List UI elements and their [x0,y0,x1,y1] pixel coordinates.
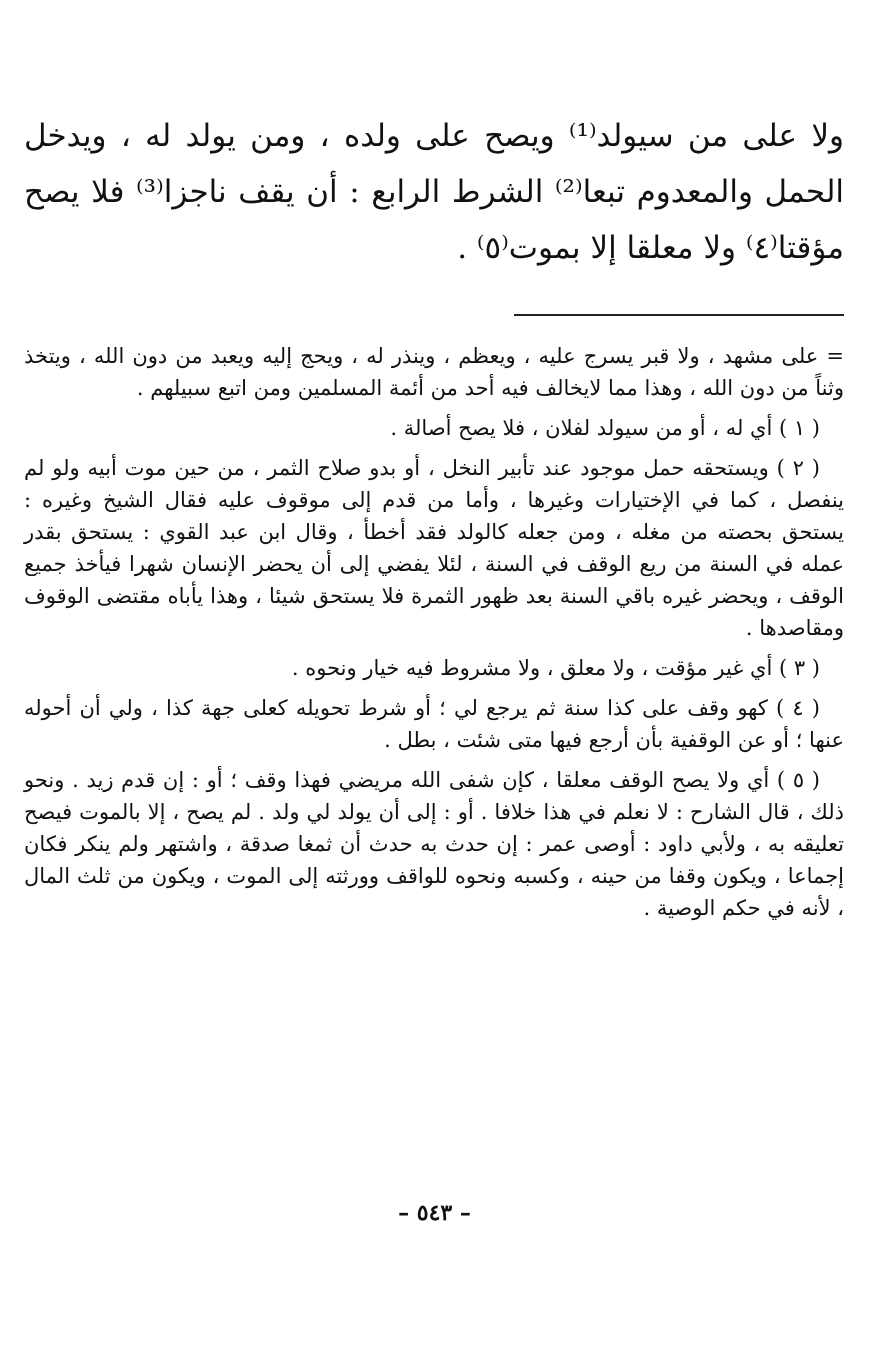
main-text-paragraph: ولا على من سيولد⁽¹⁾ ويصح على ولده ، ومن يولد له ، ويدخل الحمل والمعدوم تبعا⁽²⁾ الشرط الرابع : أن يقف ناجزا⁽³⁾ فلا يصح مؤقتا⁽٤⁾ ولا معلقا إلا بموت⁽٥⁾ . [24,118,845,266]
footnote-4: ( ٤ ) كهو وقف على كذا سنة ثم يرجع لي ؛ أو شرط تحويله كعلى جهة كذا ، ولي أن أحوله عنها ؛ أو عن الوقفية بأن أرجع فيها متى شئت ، بطل . [24,696,844,752]
footnote-continuation: = على مشهد ، ولا قبر يسرج عليه ، ويعظم ، وينذر له ، ويحج إليه ويعبد من دون الله ، ويتخذ وثناً من دون الله ، وهذا مما لايخالف فيه أحد من أئمة المسلمين ومن اتبع سبيلهم . [24,344,844,400]
footnote-divider [514,314,844,316]
footnote-2: ( ٢ ) ويستحقه حمل موجود عند تأبير النخل ، أو بدو صلاح الثمر ، من حين موت أبيه ولو لم ينفصل ، كما في الإختيارات وغيرها ، وأما من قدم إلى موقوف عليه فقال الشيخ وغيره : يستحق بحصته من مغله ، ومن جعله كالولد فقد أخطأ ، وقال ابن عبد القوي : يستحق بقدر عمله في السنة من ريع الوقف في السنة ، لئلا يفضي إلى أن يحضر الإنسان شهرا فيأخذ جميع الوقف ، ويحضر غيره باقي السنة بعد ظهور الثمرة فلا يستحق شيئا ، وهذا يأباه مقتضى الوقوف ومقاصدها . [24,456,844,640]
footnote-3: ( ٣ ) أي غير مؤقت ، ولا معلق ، ولا مشروط فيه خيار ونحوه . [291,656,820,680]
footnote-1: ( ١ ) أي له ، أو من سيولد لفلان ، فلا يصح أصالة . [390,416,820,440]
footnote-5: ( ٥ ) أي ولا يصح الوقف معلقا ، كإن شفى الله مريضي فهذا وقف ؛ أو : إن قدم زيد . ونحو ذلك ، قال الشارح : لا نعلم في هذا خلافا . أو : إلى أن يولد لي ولد . لم يصح ، إلا بالموت فيصح تعليقه به ، ولأبي داود : أوصى عمر : إن حدث به حدث أن ثمغا صدقة ، واشتهر ولم ينكر فكان إجماعا ، ويكون وقفا من حينه ، وكسبه ونحوه للواقف وورثته إلى الموت ، ويكون من ثلث المال ، لأنه في حكم الوصية . [24,768,844,920]
page-number: – ٥٤٣ – [398,1200,471,1226]
footnotes-section [24,340,844,932]
